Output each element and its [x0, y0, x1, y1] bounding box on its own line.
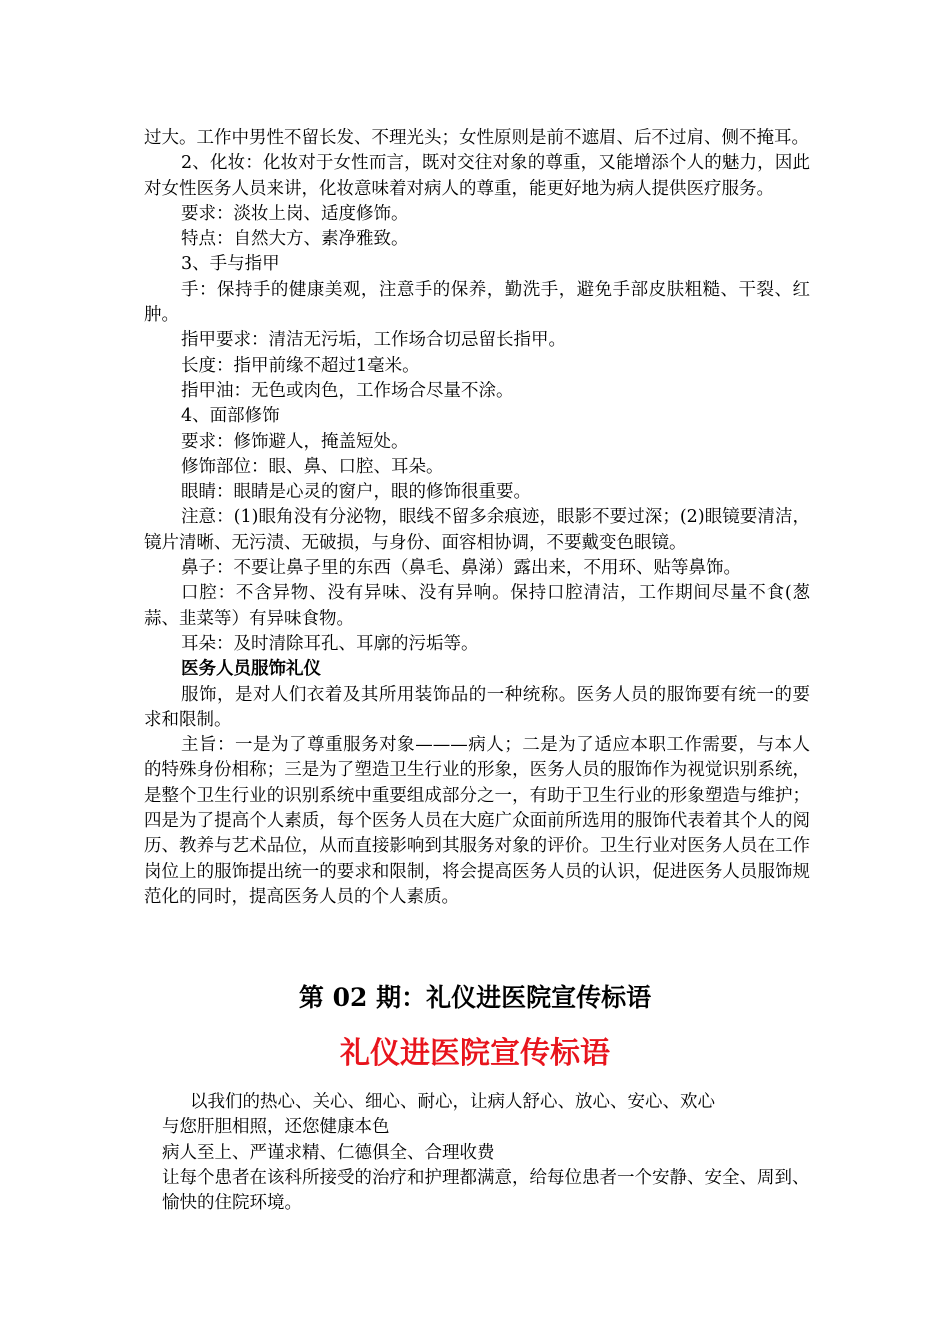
paragraph: 指甲油：无色或肉色，工作场合尽量不涂。: [181, 380, 514, 401]
slogan-list: [162, 1090, 822, 1216]
paragraph: 2、化妆：化妆对于女性而言，既对交往对象的尊重，又能增添个人的魅力，因此对女性医务人员来讲，化妆意味着对病人的尊重，能更好地为病人提供医疗服务。: [144, 153, 810, 199]
paragraph: 要求：淡妆上岗、适度修饰。: [181, 203, 409, 224]
paragraph: 过大。工作中男性不留长发、不理光头；女性原则是前不遮眉、后不过肩、侧不掩耳。: [144, 128, 809, 148]
paragraph: 耳朵：及时清除耳孔、耳廓的污垢等。: [181, 633, 479, 654]
slogan-line: 与您肝胆相照，还您健康本色: [162, 1117, 390, 1138]
paragraph: 3、手与指甲: [181, 254, 280, 275]
issue-heading: 第 02 期：礼仪进医院宣传标语: [298, 983, 652, 1012]
paragraph: 手：保持手的健康美观，注意手的保养，勤洗手，避免手部皮肤粗糙、干裂、红肿。: [144, 279, 810, 326]
slogan-line: 以我们的热心、关心、细心、耐心，让病人舒心、放心、安心、欢心: [190, 1092, 715, 1112]
paragraph: 主旨：一是为了尊重服务对象———病人；二是为了适应本职工作需要，与本人的特殊身份相称；三是为了塑造卫生行业的形象，医务人员的服饰作为视觉识别系统，是整个卫生行业的识别系统中重要组成部分之一，有助于卫生行业的形象塑造与维护；四是为了提高个人素质，每个医务人员在大庭广众面前所选用的服饰代表着其个人的阅历、教养与艺术品位，从而直接影响到其服务对象的评价。卫生行业对医务人员在工作岗位上的服饰提出统一的要求和限制，将会提高医务人员的认识，促进医务人员服饰规范化的同时，提高医务人员的个人素质。: [144, 735, 810, 907]
paragraph: 长度：指甲前缘不超过1毫米。: [181, 355, 420, 376]
paragraph: 鼻子：不要让鼻子里的东西（鼻毛、鼻涕）露出来，不用环、贴等鼻饰。: [181, 558, 741, 579]
paragraph: 4、面部修饰: [181, 406, 280, 427]
paragraph: 服饰，是对人们衣着及其所用装饰品的一种统称。医务人员的服饰要有统一的要求和限制。: [144, 684, 810, 730]
paragraph: 特点：自然大方、素净雅致。: [181, 229, 409, 250]
paragraph: 修饰部位：眼、鼻、口腔、耳朵。: [181, 456, 444, 477]
paragraph: 指甲要求：清洁无污垢，工作场合切忌留长指甲。: [181, 330, 566, 351]
slogan-title: 礼仪进医院宣传标语: [340, 1036, 610, 1071]
paragraph: 要求：修饰避人，掩盖短处。: [181, 431, 409, 452]
body-text: [144, 126, 810, 910]
paragraph: 眼睛：眼睛是心灵的窗户，眼的修饰很重要。: [181, 482, 531, 503]
section-heading: 医务人员服饰礼仪: [181, 659, 321, 680]
paragraph: 注意：(1)眼角没有分泌物，眼线不留多余痕迹，眼影不要过深；(2)眼镜要清洁，镜片清晰、无污渍、无破损，与身份、面容相协调，不要戴变色眼镜。: [144, 507, 810, 553]
paragraph: 口腔：不含异物、没有异味、没有异响。保持口腔清洁，工作期间尽量不食(葱蒜、韭菜等）有异味食物。: [144, 583, 810, 629]
slogan-line: 病人至上、严谨求精、仁德俱全、合理收费: [162, 1142, 495, 1163]
slogan-line: 让每个患者在该科所接受的治疗和护理都满意，给每位患者一个安静、安全、周到、愉快的住院环境。: [162, 1167, 810, 1214]
